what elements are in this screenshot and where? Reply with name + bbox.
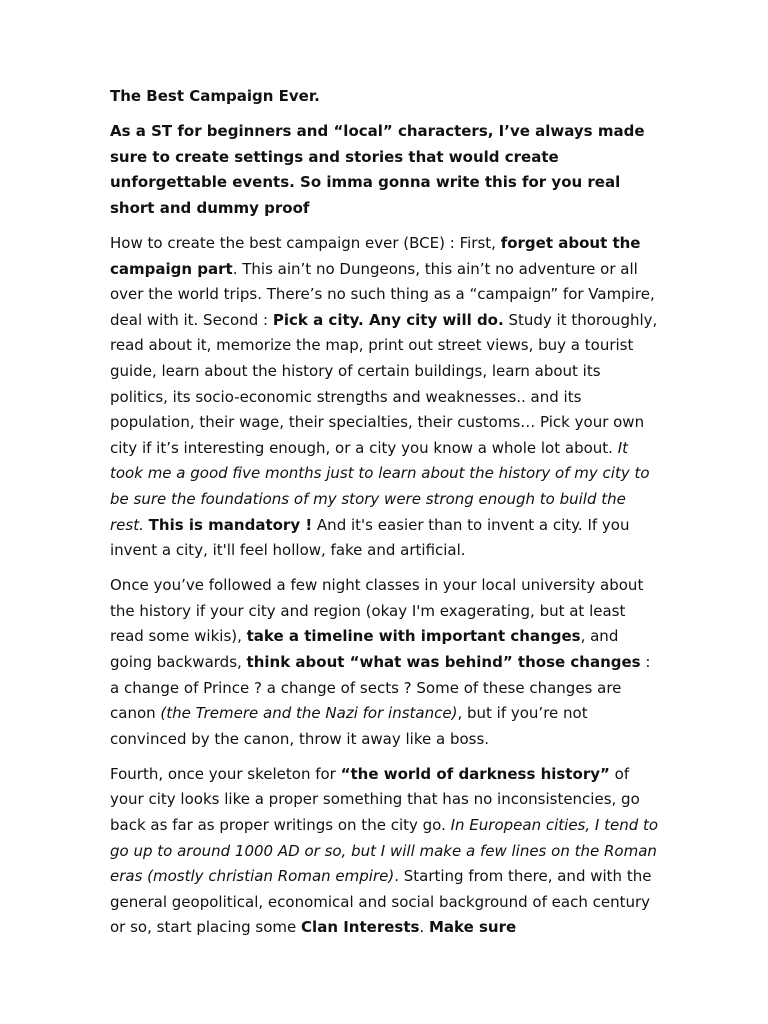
p3-italic-1: In European cities, I tend to go up to around 1000 AD or so, but I will make a few lines on the Roman eras (mostly christian Roman empire): [110, 816, 659, 886]
paragraph-2: [110, 573, 662, 752]
p1-text-5: And it's easier than to invent a city. If you invent a city, it'll feel hollow, fake and artificial.: [110, 515, 630, 560]
p1-text-1: How to create the best campaign ever (BCE) : First,: [110, 233, 501, 252]
p2-text-3: : a change of Prince ? a change of sects ? Some of these changes are canon: [110, 652, 651, 723]
p3-text-3: . Starting from there, and with the general geopolitical, economical and social background of each century or so, start placing some: [110, 867, 652, 937]
p2-bold-2: think about “what was behind” those changes: [246, 652, 641, 671]
intro-paragraph: As a ST for beginners and “local” characters, I’ve always made sure to create settings and stories that would create unforgettable events. So imma gonna write this for you real short and dummy proof: [110, 122, 645, 217]
document-page: [110, 84, 662, 951]
p2-text-4: , but if you’re not convinced by the canon, throw it away like a boss.: [110, 704, 588, 748]
p3-bold-2: Clan Interests: [301, 918, 420, 937]
p3-text-1: Fourth, once your skeleton for: [110, 764, 341, 783]
p3-text-2: of your city looks like a proper something that has no inconsistencies, go back as far as proper writings on the city go.: [110, 764, 640, 835]
p3-bold-1: “the world of darkness history”: [340, 764, 610, 783]
p2-bold-1: take a timeline with important changes: [246, 627, 581, 646]
p1-bold-2: Pick a city. Any city will do.: [272, 310, 504, 329]
p1-bold-1: forget about the campaign part: [110, 233, 641, 278]
p2-text-1: Once you’ve followed a few night classes in your local university about the history if your city and region (okay I'm exagerating, but at least read some wikis),: [110, 576, 644, 646]
p2-text-2: , and going backwards,: [110, 627, 619, 671]
paragraph-1: [110, 231, 662, 564]
p3-text-4: .: [419, 918, 429, 937]
p2-italic-1: (the Tremere and the Nazi for instance): [160, 704, 458, 723]
p3-bold-3: Make sure: [428, 918, 517, 937]
p1-bold-3: This is mandatory !: [148, 515, 313, 534]
paragraph-3: [110, 762, 662, 941]
p1-italic-1: It took me a good five months just to learn about the history of my city to be sure the foundations of my story were strong enough to build the rest.: [110, 438, 650, 534]
p1-text-3: Study it thoroughly, read about it, memorize the map, print out street views, buy a tourist guide, learn about the history of certain buildings, learn about its politics, its socio-economic strengths and weaknesses.. and its population, their wage, their specialties, their customs… Pick your own city if it’s interesting enough, or a city you know a whole lot about.: [110, 310, 658, 457]
document-title: The Best Campaign Ever.: [110, 87, 320, 105]
p1-text-2: . This ain’t no Dungeons, this ain’t no adventure or all over the world trips. There’s no such thing as a “campaign” for Vampire, deal with it. Second :: [110, 259, 655, 329]
